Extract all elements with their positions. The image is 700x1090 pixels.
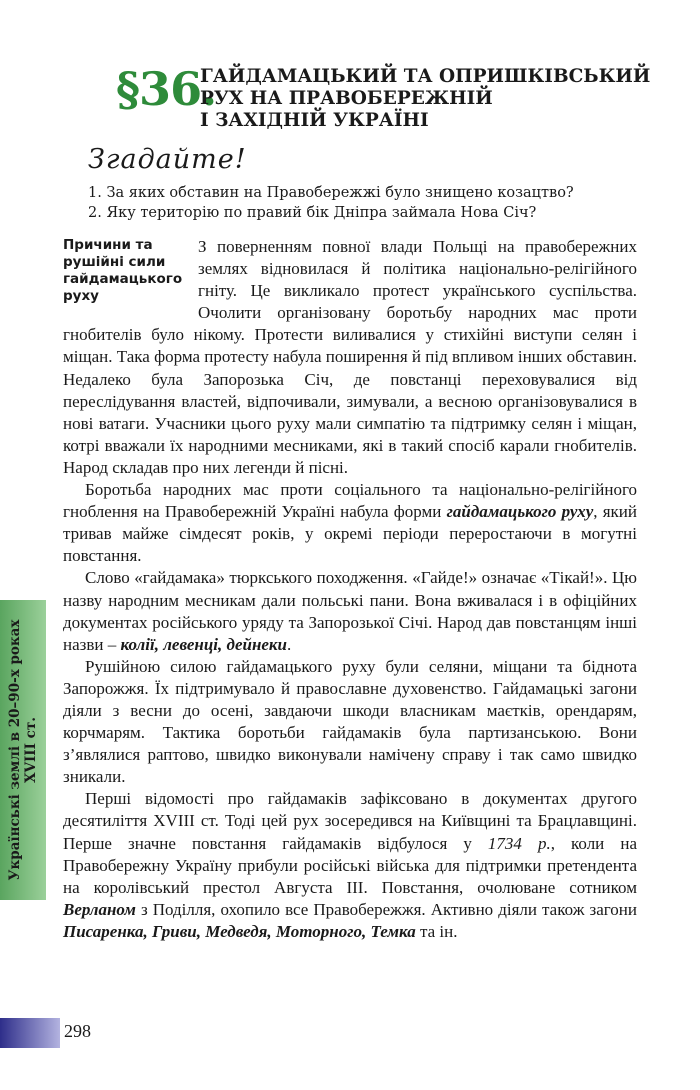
side-tab-text [0,600,46,900]
question-item: 2. Яку територію по правий бік Дніпра займала Нова Січ? [88,205,537,221]
section-title-line: І ЗАХІДНІЙ УКРАЇНІ [200,110,429,131]
remember-questions [88,183,648,223]
side-tab-line: XVIII ст. [23,717,39,783]
page-number-bar [0,1018,60,1048]
name-verlan: Верланом [63,899,136,919]
section-title-line: ГАЙДАМАЦЬКИЙ ТА ОПРИШКІВСЬКИЙ [200,66,651,87]
remember-label: Згадайте! [88,144,247,175]
body-text [63,236,637,943]
paragraph-3 [63,567,637,655]
names-detachments: Писаренка, Гриви, Медведя, Моторного, Темка [63,921,416,941]
paragraph-2 [63,479,637,567]
paragraph-5-text: , коли на Правобережну Україну прибули російські війська для підтримки претендента на королівський престол Августа III. Повстання, очолюване сотником [63,833,637,897]
paragraph-3-text: Слово «гайдамака» тюркського походження. «Гайде!» означає «Тікай!». Цю назву народним месникам дали польські пани. Вона вживалася і в офіційних документах російського уряду та Запорозької Січі. Народ дав повстанцям інші назви – [63,568,637,654]
paragraph-5-text: з Поділля, охопило все Правобережжя. Активно діяли також загони [135,899,637,919]
date-1734: 1734 р. [487,833,551,853]
margin-note-line: руху [63,288,99,304]
paragraph-5 [63,788,637,943]
question-item: 1. За яких обставин на Правобережжі було знищено козацтво? [88,185,574,201]
term-other-names: колії, левенці, дейнеки [120,634,288,654]
paragraph-1: З поверненням повної влади Польщі на правобережних землях відновилася й політика національно-релігійного гніту. Це викликало протест українського суспільства. Очолити організовану боротьбу народних мас проти гнобителів було нікому. Протести виливалися у стихійні виступи селян і міщан. Така форма протесту набула поширення й під впливом інших обставин. Недалеко була Запорозька Січ, де повстанці переховувалися від переслідування властей, відпочивали, зимували, а весною організовувалися в нові ватаги. Учасники цього руху мали симпатію та підтримку селян і міщан, котрі вважали їх народними месниками, які в такий спосіб карали гнобителів. Народ складав про них легенди й пісні. [63,237,637,477]
paragraph-5-text: та ін. [415,921,458,941]
section-title-line: РУХ НА ПРАВОБЕРЕЖНІЙ [200,88,493,109]
section-title [200,66,680,132]
paragraph-2-text: Боротьба народних мас проти соціального та національно-релігійного гноблення на Правобережній Україні набула форми [63,480,637,522]
side-tab [0,600,46,900]
page-number: 298 [64,1021,91,1041]
paragraph-3-text: . [287,634,292,654]
section-number: §36. [116,62,217,116]
margin-spacer [63,236,198,323]
margin-note-line: рушійні сили [63,254,166,270]
paragraph-2-text: , який тривав майже сімдесят років, у окремі періоди переростаючи в могутні повстання. [63,502,638,566]
margin-note-line: Причини та [63,237,153,253]
term-haidamak-movement: гайдамацького руху [446,502,594,522]
margin-note-line: гайдамацького [63,271,183,287]
paragraph-4: Рушійною силою гайдамацького руху були селяни, міщани та біднота Запорожжя. Їх підтримувало й православне духовенство. Гайдамацькі загони діяли з весни до осені, завдаючи шкоди власникам маєтків, орендарям, корчмарям. Тактика боротьби гайдамаків була партизанською. Вони з’являлися раптово, швидко виконували намічену справу і так само швидко зникали. [63,656,637,787]
paragraph-5-text: Перші відомості про гайдамаків зафіксовано в документах другого десятиліття XVIII ст. Тоді цей рух зосередився на Київщині та Брацлавщині. Перше значне повстання гайдамаків відбулося у [63,789,637,853]
side-tab-line: Українські землі в 20–90-х роках [7,619,23,881]
